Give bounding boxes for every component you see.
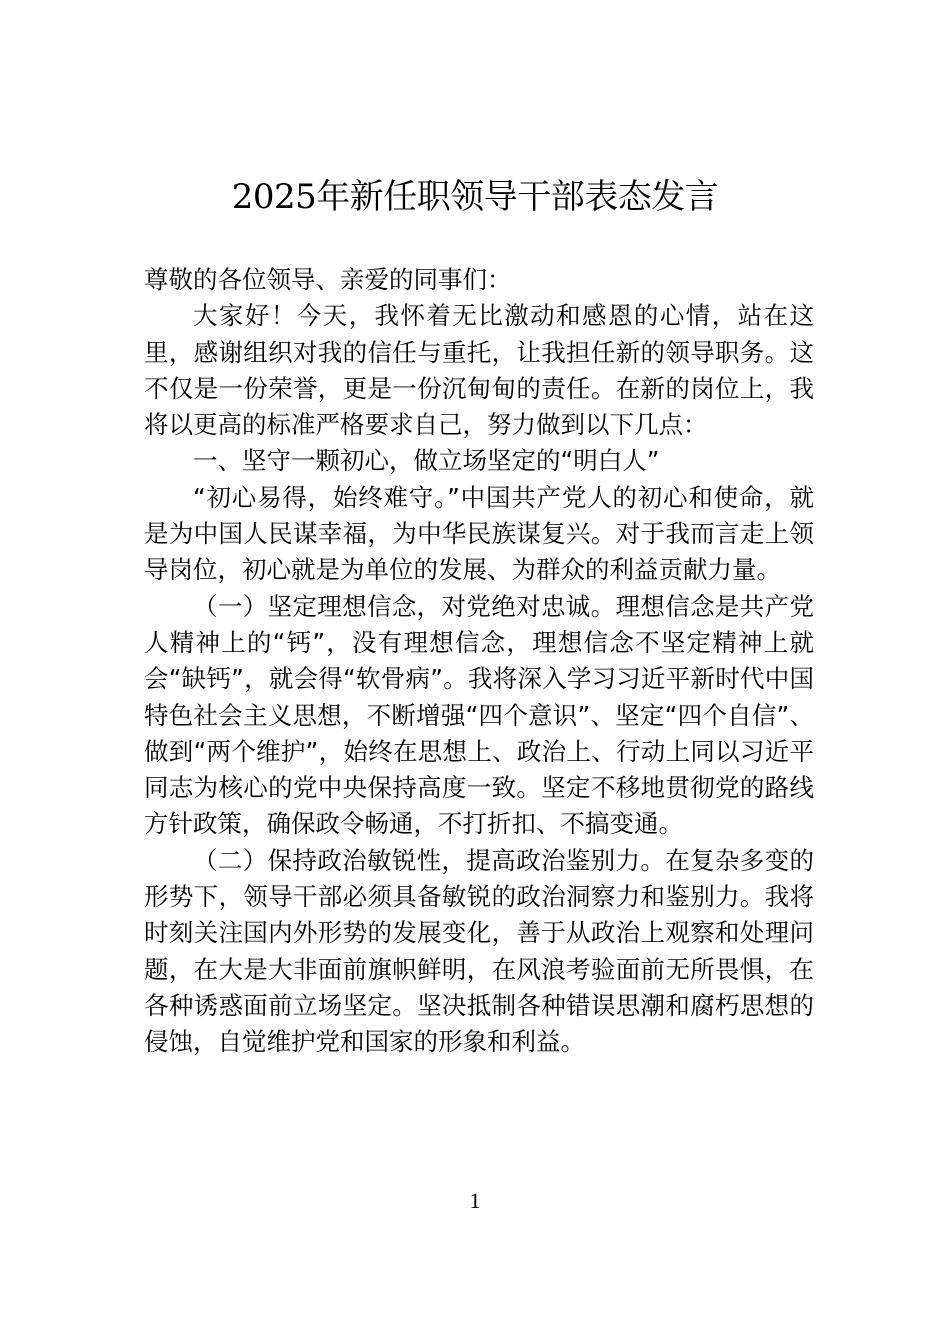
paragraph-subsection-1: （一）坚定理想信念，对党绝对忠诚。理想信念是共产党人精神上的“钙”，没有理想信念，理想信念不坚定精神上就会“缺钙”，就会得“软骨病”。我将深入学习习近平新时代中国特色社会主义思想，不断增强“四个意识”、坚定“四个自信”、做到“两个维护”，始终在思想上、政治上、行动上同以习近平同志为核心的党中央保持高度一致。坚定不移地贯彻党的路线方针政策，确保政令畅通，不打折扣、不搞变通。 — [144, 591, 814, 839]
paragraph-subsection-2: （二）保持政治敏锐性，提高政治鉴别力。在复杂多变的形势下，领导干部必须具备敏锐的政治洞察力和鉴别力。我将时刻关注国内外形势的发展变化，善于从政治上观察和处理问题，在大是大非面前旗帜鲜明，在风浪考验面前无所畏惧，在各种诱惑面前立场坚定。坚决抵制各种错误思潮和腐朽思想的侵蚀，自觉维护党和国家的形象和利益。 — [144, 845, 814, 1057]
page-number: 1 — [469, 1188, 481, 1213]
document-title: 2025年新任职领导干部表态发言 — [231, 177, 719, 217]
salutation: 尊敬的各位领导、亲爱的同事们： — [144, 265, 512, 294]
section-heading-1: 一、坚守一颗初心，做立场坚定的“明白人” — [193, 446, 660, 476]
document-body — [144, 262, 814, 1061]
paragraph-greeting: 大家好！今天，我怀着无比激动和感恩的心情，站在这里，感谢组织对我的信任与重托，让我担任新的领导职务。这不仅是一份荣誉，更是一份沉甸甸的责任。在新的岗位上，我将以更高的标准严格要求自己，努力做到以下几点： — [144, 301, 814, 440]
paragraph-original-aspiration: “初心易得，始终难守。”中国共产党人的初心和使命，就是为中国人民谋幸福，为中华民族谋复兴。对于我而言走上领导岗位，初心就是为单位的发展、为群众的利益贡献力量。 — [144, 482, 814, 585]
